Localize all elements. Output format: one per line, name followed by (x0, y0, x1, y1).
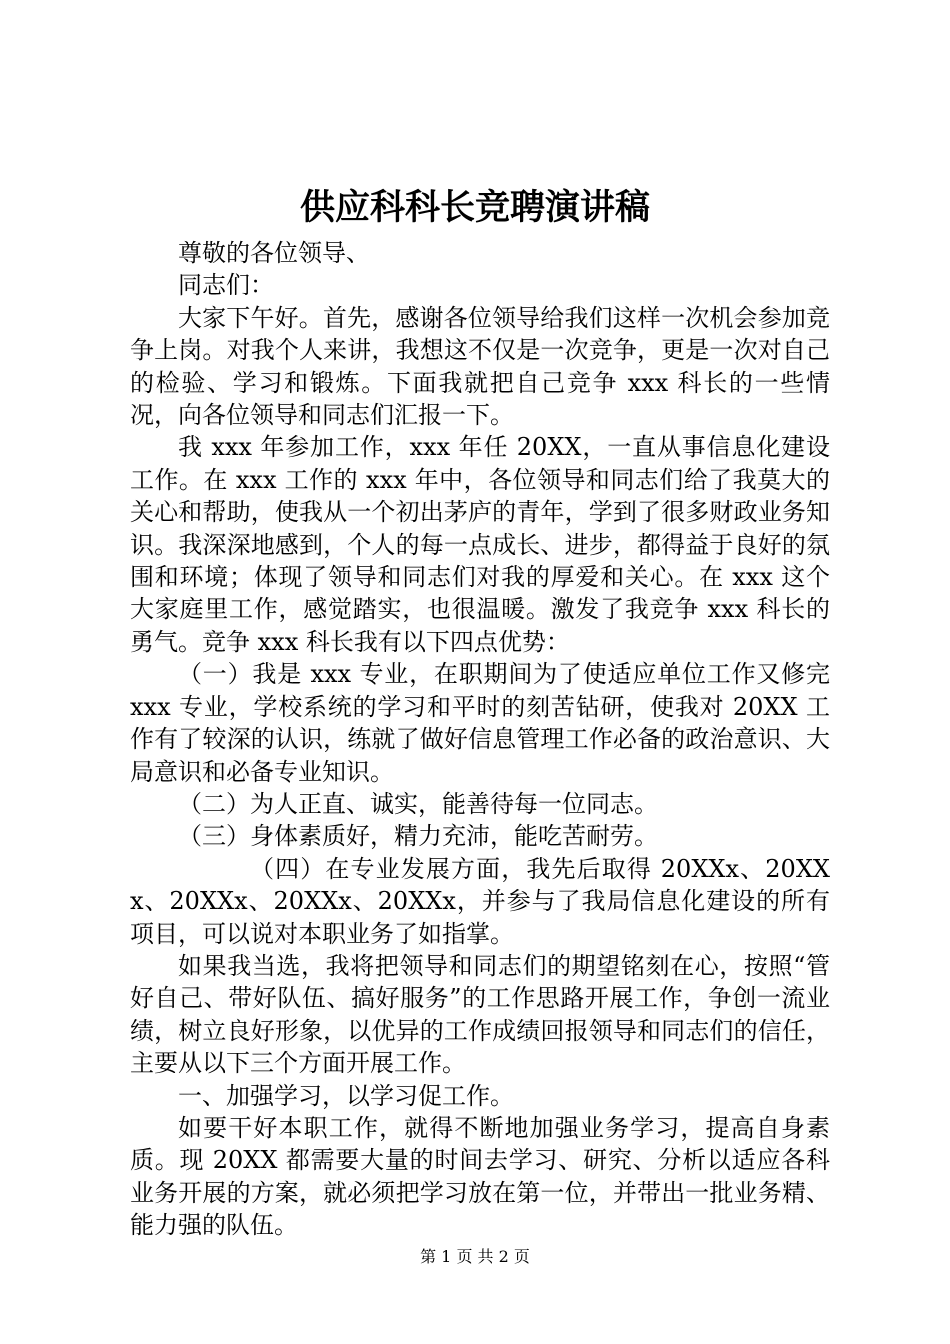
paragraph-advantage-2: （二）为人正直、诚实，能善待每一位同志。 (178, 789, 658, 818)
paragraph-advantage-3: （三）身体素质好，精力充沛，能吃苦耐劳。 (178, 822, 658, 851)
paragraph-section-heading-1: 一、加强学习，以学习促工作。 (178, 1081, 514, 1110)
document-body (130, 237, 830, 1242)
paragraph-greeting: 大家下午好。首先，感谢各位领导给我们这样一次机会参加竞争上岗。对我个人来讲，我想这不仅是一次竞争，更是一次对自己的检验、学习和锻炼。下面我就把自己竞争 xxx 科长的一些情况，向各位领导和同志们汇报一下。 (130, 303, 830, 430)
paragraph-advantage-1: （一）我是 xxx 专业，在职期间为了使适应单位工作又修完 xxx 专业，学校系统的学习和平时的刻苦钻研，使我对 20XX 工作有了较深的认识，练就了做好信息管理工作必备的政治意识、大局意识和必备专业知识。 (130, 660, 830, 786)
page-title: 供应科科长竞聘演讲稿 (299, 187, 650, 228)
page-footer: 第 1 页 共 2 页 (420, 1247, 530, 1266)
paragraph-salutation-2: 同志们： (178, 271, 274, 300)
paragraph-background: 我 xxx 年参加工作，xxx 年任 20XX，一直从事信息化建设工作。在 xxx 工作的 xxx 年中，各位领导和同志们给了我莫大的关心和帮助，使我从一个初出茅庐的青年，学到了很多财政业务知识。我深深地感到，个人的每一点成长、进步，都得益于良好的氛围和环境；体现了领导和同志们对我的厚爱和关心。在 xxx 这个大家庭里工作，感觉踏实，也很温暖。激发了我竞争 xxx 科长的勇气。竞争 xxx 科长我有以下四点优势： (130, 433, 830, 656)
paragraph-study: 如要干好本职工作，就得不断地加强业务学习，提高自身素质。现 20XX 都需要大量的时间去学习、研究、分析以适应各科业务开展的方案，就必须把学习放在第一位，并带出一批业务精、能力强的队伍。 (130, 1113, 830, 1240)
paragraph-plan-intro: 如果我当选，我将把领导和同志们的期望铭刻在心，按照“管好自己、带好队伍、搞好服务”的工作思路开展工作，争创一流业绩，树立良好形象，以优异的工作成绩回报领导和同志们的信任，主要从以下三个方面开展工作。 (130, 951, 830, 1078)
paragraph-advantage-4: （四）在专业发展方面，我先后取得 20XXx、20XXx、20XXx、20XXx、20XXx，并参与了我局信息化建设的所有项目，可以说对本职业务了如指掌。 (130, 854, 830, 948)
paragraph-salutation-1: 尊敬的各位领导、 (178, 239, 370, 267)
